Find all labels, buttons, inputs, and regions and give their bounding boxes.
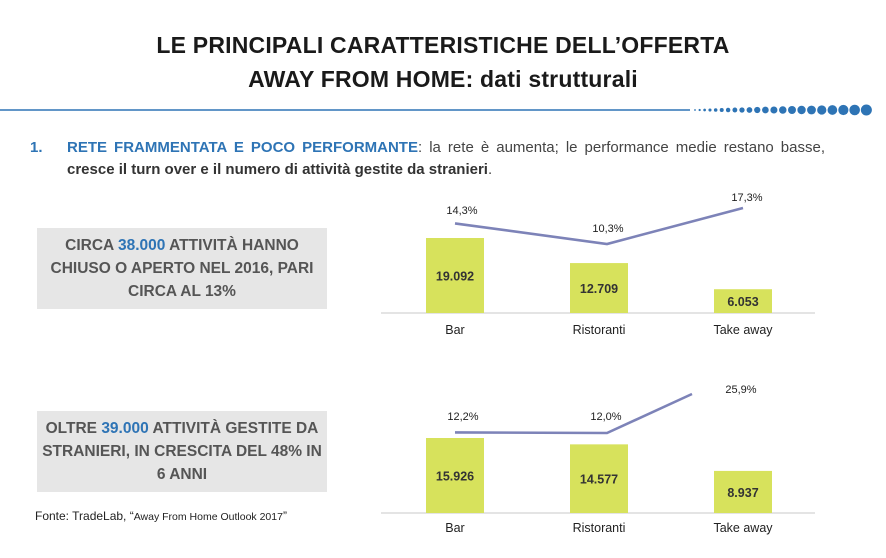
- callout1-number: 38.000: [117, 237, 166, 254]
- line-value-label: 25,9%: [725, 384, 757, 396]
- line-value-label: 12,2%: [447, 411, 479, 423]
- callout2-post: ATTIVITÀ GESTITE DA STRANIERI, IN CRESCITA DEL 48% IN 6 ANNI: [42, 420, 322, 483]
- title-line-1: LE PRINCIPALI CARATTERISTICHE DELL’OFFERTA: [156, 32, 730, 58]
- series-line: [455, 394, 692, 433]
- callout1-post: ATTIVITÀ HANNO CHIUSO O APERTO NEL 2016, PARI CIRCA AL 13%: [50, 237, 314, 300]
- callout2-number: 39.000: [101, 420, 149, 437]
- bar-value-label: 8.937: [727, 485, 759, 500]
- bar-value-label: 12.709: [579, 282, 619, 297]
- source-end: ”: [282, 509, 287, 523]
- callout1-pre: CIRCA: [65, 237, 118, 254]
- category-label: Ristoranti: [572, 323, 626, 337]
- line-value-label: 14,3%: [446, 205, 478, 217]
- line-value-label: 12,0%: [590, 411, 622, 423]
- callout2-pre: OLTRE: [45, 420, 102, 437]
- category-label: Take away: [713, 323, 773, 337]
- chart-2: [381, 384, 815, 535]
- point-bold: cresce il turn over e il numero di attività gestite da stranieri: [67, 161, 488, 178]
- bar-value-label: 15.926: [435, 469, 475, 484]
- point-highlight: RETE FRAMMENTATA E POCO PERFORMANTE: [67, 139, 418, 156]
- bar-value-label: 6.053: [727, 295, 759, 310]
- category-label: Take away: [713, 521, 773, 535]
- chart-1: [381, 192, 815, 337]
- category-label: Bar: [445, 323, 465, 337]
- point-end: .: [487, 161, 493, 178]
- category-label: Bar: [445, 521, 465, 535]
- source-text: Fonte: TradeLab, “: [35, 509, 134, 523]
- title-line-2: AWAY FROM HOME: dati strutturali: [248, 66, 638, 92]
- category-label: Ristoranti: [572, 521, 626, 535]
- point-text: : la rete è aumenta; le performance medie restano basse,: [417, 139, 825, 156]
- line-value-label: 10,3%: [592, 223, 624, 235]
- point-number: 1.: [30, 139, 43, 156]
- bar-value-label: 19.092: [435, 269, 475, 284]
- source-title: Away From Home Outlook 2017: [133, 511, 283, 523]
- line-value-label: 17,3%: [731, 192, 763, 204]
- bar-value-label: 14.577: [579, 472, 619, 487]
